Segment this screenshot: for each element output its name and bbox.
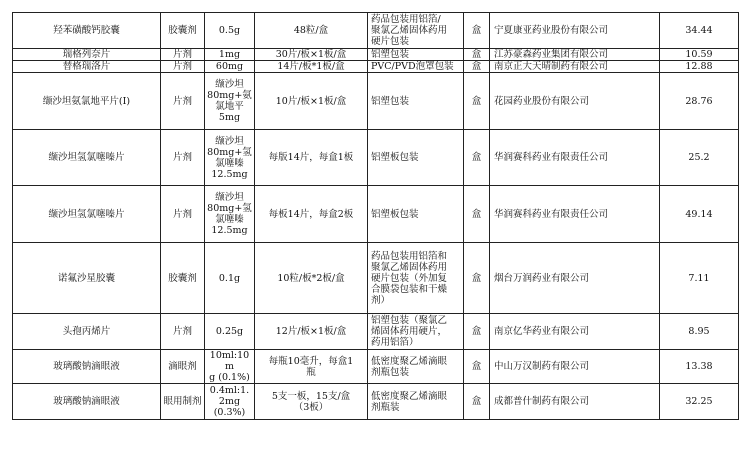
price-cell-text: 8.95 bbox=[688, 326, 710, 337]
packing-spec-cell-text: 每版14片，每盒1板 bbox=[268, 152, 354, 163]
manufacturer-cell bbox=[490, 61, 660, 73]
packing-spec-cell bbox=[255, 130, 368, 186]
packaging-material-cell-text: 低密度聚乙烯滴眼 剂瓶包装 bbox=[371, 355, 448, 378]
specification-cell bbox=[205, 350, 255, 384]
manufacturer-cell-text: 华润赛科药业有限责任公司 bbox=[494, 208, 609, 220]
table-row bbox=[13, 186, 739, 243]
specification-cell bbox=[205, 384, 255, 420]
price-cell bbox=[660, 130, 739, 186]
packing-spec-cell bbox=[255, 61, 368, 73]
manufacturer-cell bbox=[490, 243, 660, 314]
price-cell bbox=[660, 186, 739, 243]
packing-spec-cell-text: 每板14片，每盒2板 bbox=[268, 208, 354, 220]
unit-cell bbox=[464, 13, 490, 49]
drug-name-cell-text: 缬沙坦氨氯地平片(Ⅰ) bbox=[42, 95, 131, 107]
specification-cell-text: 缬沙坦 80mg+氨 氯地平 5mg bbox=[207, 79, 252, 123]
drug-name-cell-text: 玻璃酸钠滴眼液 bbox=[53, 361, 120, 372]
dosage-form-cell-text: 胶囊剂 bbox=[168, 272, 197, 284]
specification-cell-text: 0.4ml:1. 2mg (0.3%) bbox=[209, 385, 250, 418]
packaging-material-cell-text: 铝塑包装 bbox=[371, 49, 410, 60]
price-cell bbox=[660, 73, 739, 130]
packing-spec-cell bbox=[255, 186, 368, 243]
unit-cell bbox=[464, 384, 490, 420]
price-cell bbox=[660, 350, 739, 384]
drug-name-cell bbox=[13, 49, 161, 61]
unit-cell bbox=[464, 350, 490, 384]
price-cell-text: 32.25 bbox=[685, 396, 713, 407]
table-body bbox=[13, 13, 739, 420]
drug-name-cell bbox=[13, 314, 161, 350]
unit-cell-text: 盒 bbox=[471, 208, 482, 220]
dosage-form-cell-text: 片剂 bbox=[172, 326, 192, 337]
price-cell-text: 34.44 bbox=[685, 25, 713, 36]
packaging-material-cell-text: PVC/PVD泡罩包装 bbox=[371, 61, 454, 72]
price-cell-text: 7.11 bbox=[688, 272, 710, 284]
packing-spec-cell bbox=[255, 243, 368, 314]
specification-cell-text: 0.25g bbox=[215, 326, 244, 337]
specification-cell bbox=[205, 13, 255, 49]
manufacturer-cell-text: 中山万汉制药有限公司 bbox=[494, 361, 590, 372]
price-cell-text: 10.59 bbox=[685, 49, 713, 60]
table-row bbox=[13, 13, 739, 49]
drug-name-cell-text: 缬沙坦氢氯噻嗪片 bbox=[48, 208, 125, 220]
table-row bbox=[13, 73, 739, 130]
packaging-material-cell bbox=[368, 73, 464, 130]
packing-spec-cell bbox=[255, 314, 368, 350]
packaging-material-cell-text: 低密度聚乙烯滴眼 剂瓶装 bbox=[371, 390, 448, 413]
unit-cell bbox=[464, 73, 490, 130]
manufacturer-cell bbox=[490, 49, 660, 61]
packaging-material-cell bbox=[368, 49, 464, 61]
manufacturer-cell-text: 华润赛科药业有限责任公司 bbox=[494, 152, 609, 163]
unit-cell bbox=[464, 314, 490, 350]
drug-name-cell-text: 缬沙坦氢氯噻嗪片 bbox=[48, 152, 125, 163]
packaging-material-cell bbox=[368, 13, 464, 49]
packing-spec-cell-text: 每瓶10毫升，每盒1 瓶 bbox=[268, 355, 354, 378]
manufacturer-cell-text: 成都普什制药有限公司 bbox=[494, 396, 590, 407]
price-cell bbox=[660, 13, 739, 49]
drug-name-cell-text: 替格瑞洛片 bbox=[62, 61, 111, 72]
specification-cell-text: 10ml:10m g (0.1%) bbox=[209, 350, 250, 383]
packing-spec-cell bbox=[255, 350, 368, 384]
packaging-material-cell-text: 铝塑板包装 bbox=[371, 152, 419, 163]
drug-name-cell bbox=[13, 130, 161, 186]
packaging-material-cell-text: 药品包装用铝箔/ 聚氯乙烯固体药用 硬片包装 bbox=[371, 14, 448, 47]
packing-spec-cell-text: 48粒/盒 bbox=[293, 25, 329, 36]
dosage-form-cell-text: 眼用制剂 bbox=[163, 396, 202, 407]
packing-spec-cell bbox=[255, 73, 368, 130]
packing-spec-cell-text: 12片/板×1板/盒 bbox=[275, 326, 347, 337]
unit-cell bbox=[464, 243, 490, 314]
manufacturer-cell-text: 烟台万润药业有限公司 bbox=[494, 272, 590, 284]
packaging-material-cell-text: 铝塑包装 bbox=[371, 95, 410, 107]
unit-cell bbox=[464, 130, 490, 186]
specification-cell bbox=[205, 49, 255, 61]
price-cell-text: 13.38 bbox=[685, 361, 713, 372]
unit-cell-text: 盒 bbox=[471, 326, 482, 337]
packaging-material-cell bbox=[368, 314, 464, 350]
price-cell bbox=[660, 384, 739, 420]
dosage-form-cell bbox=[161, 243, 205, 314]
packing-spec-cell-text: 10片/板×1板/盒 bbox=[275, 95, 347, 107]
price-cell-text: 28.76 bbox=[685, 95, 713, 107]
specification-cell bbox=[205, 61, 255, 73]
price-cell-text: 49.14 bbox=[685, 208, 713, 220]
packaging-material-cell bbox=[368, 130, 464, 186]
dosage-form-cell bbox=[161, 61, 205, 73]
price-cell-text: 12.88 bbox=[685, 61, 713, 72]
packing-spec-cell bbox=[255, 13, 368, 49]
packaging-material-cell-text: 铝塑板包装 bbox=[371, 208, 419, 220]
price-cell bbox=[660, 243, 739, 314]
specification-cell bbox=[205, 314, 255, 350]
drug-price-table-container bbox=[12, 12, 738, 420]
specification-cell-text: 缬沙坦 80mg+氢 氯噻嗪 12.5mg bbox=[207, 192, 252, 236]
packaging-material-cell-text: 药品包装用铝箔和 聚氯乙烯固体药用 硬片包装（外加复 合膜袋包装和干燥 剂） bbox=[371, 250, 448, 306]
dosage-form-cell bbox=[161, 49, 205, 61]
dosage-form-cell bbox=[161, 350, 205, 384]
dosage-form-cell-text: 片剂 bbox=[172, 49, 192, 60]
specification-cell bbox=[205, 130, 255, 186]
unit-cell bbox=[464, 49, 490, 61]
drug-name-cell-text: 羟苯磺酸钙胶囊 bbox=[53, 25, 120, 36]
drug-name-cell-text: 瑞格列奈片 bbox=[62, 49, 111, 60]
dosage-form-cell bbox=[161, 73, 205, 130]
unit-cell-text: 盒 bbox=[471, 396, 482, 407]
drug-name-cell bbox=[13, 73, 161, 130]
packaging-material-cell bbox=[368, 186, 464, 243]
packing-spec-cell bbox=[255, 384, 368, 420]
manufacturer-cell bbox=[490, 186, 660, 243]
unit-cell-text: 盒 bbox=[471, 61, 482, 72]
dosage-form-cell-text: 胶囊剂 bbox=[168, 25, 197, 36]
table-row bbox=[13, 243, 739, 314]
packaging-material-cell bbox=[368, 384, 464, 420]
price-cell bbox=[660, 49, 739, 61]
drug-name-cell bbox=[13, 243, 161, 314]
dosage-form-cell-text: 片剂 bbox=[172, 95, 192, 107]
manufacturer-cell-text: 宁夏康亚药业股份有限公司 bbox=[494, 25, 609, 36]
manufacturer-cell bbox=[490, 130, 660, 186]
unit-cell-text: 盒 bbox=[471, 152, 482, 163]
manufacturer-cell bbox=[490, 350, 660, 384]
dosage-form-cell bbox=[161, 13, 205, 49]
table-row bbox=[13, 49, 739, 61]
table-row bbox=[13, 130, 739, 186]
drug-name-cell-text: 诺氟沙星胶囊 bbox=[57, 272, 115, 284]
table-row bbox=[13, 61, 739, 73]
packing-spec-cell-text: 5支一板，15支/盒 （3板） bbox=[271, 390, 351, 413]
unit-cell-text: 盒 bbox=[471, 95, 482, 107]
manufacturer-cell bbox=[490, 384, 660, 420]
drug-name-cell bbox=[13, 61, 161, 73]
specification-cell bbox=[205, 186, 255, 243]
dosage-form-cell-text: 片剂 bbox=[172, 61, 192, 72]
packaging-material-cell-text: 铝塑包装（聚氯乙 烯固体药用硬片， 药用铝箔） bbox=[371, 315, 448, 348]
drug-name-cell bbox=[13, 186, 161, 243]
specification-cell bbox=[205, 73, 255, 130]
price-cell-text: 25.2 bbox=[688, 152, 710, 163]
specification-cell-text: 1mg bbox=[218, 49, 241, 60]
packing-spec-cell-text: 30片/板×1板/盒 bbox=[275, 49, 347, 60]
drug-price-table bbox=[12, 12, 739, 420]
dosage-form-cell bbox=[161, 130, 205, 186]
manufacturer-cell bbox=[490, 13, 660, 49]
drug-name-cell bbox=[13, 350, 161, 384]
dosage-form-cell bbox=[161, 186, 205, 243]
price-cell bbox=[660, 314, 739, 350]
specification-cell-text: 60mg bbox=[215, 61, 244, 72]
unit-cell-text: 盒 bbox=[471, 272, 482, 284]
packing-spec-cell bbox=[255, 49, 368, 61]
packing-spec-cell-text: 14片/板*1板/盒 bbox=[277, 61, 345, 72]
dosage-form-cell-text: 滴眼剂 bbox=[168, 361, 197, 372]
packaging-material-cell bbox=[368, 61, 464, 73]
unit-cell bbox=[464, 61, 490, 73]
manufacturer-cell-text: 江苏豪森药业集团有限公司 bbox=[494, 49, 609, 60]
table-row bbox=[13, 314, 739, 350]
specification-cell bbox=[205, 243, 255, 314]
manufacturer-cell bbox=[490, 314, 660, 350]
unit-cell bbox=[464, 186, 490, 243]
table-row bbox=[13, 350, 739, 384]
packing-spec-cell-text: 10粒/板*2板/盒 bbox=[277, 272, 345, 284]
manufacturer-cell-text: 花园药业股份有限公司 bbox=[494, 95, 590, 107]
packaging-material-cell bbox=[368, 350, 464, 384]
drug-name-cell bbox=[13, 13, 161, 49]
specification-cell-text: 0.5g bbox=[218, 25, 241, 36]
unit-cell-text: 盒 bbox=[471, 49, 482, 60]
unit-cell-text: 盒 bbox=[471, 25, 482, 36]
dosage-form-cell-text: 片剂 bbox=[172, 152, 192, 163]
dosage-form-cell-text: 片剂 bbox=[172, 208, 192, 220]
dosage-form-cell bbox=[161, 384, 205, 420]
manufacturer-cell bbox=[490, 73, 660, 130]
unit-cell-text: 盒 bbox=[471, 361, 482, 372]
manufacturer-cell-text: 南京亿华药业有限公司 bbox=[494, 326, 590, 337]
drug-name-cell bbox=[13, 384, 161, 420]
specification-cell-text: 0.1g bbox=[218, 272, 241, 284]
drug-name-cell-text: 玻璃酸钠滴眼液 bbox=[53, 396, 120, 407]
specification-cell-text: 缬沙坦 80mg+氢 氯噻嗪 12.5mg bbox=[207, 135, 252, 180]
packaging-material-cell bbox=[368, 243, 464, 314]
table-row bbox=[13, 384, 739, 420]
price-cell bbox=[660, 61, 739, 73]
manufacturer-cell-text: 南京正大天晴制药有限公司 bbox=[494, 61, 609, 72]
drug-name-cell-text: 头孢丙烯片 bbox=[62, 326, 111, 337]
dosage-form-cell bbox=[161, 314, 205, 350]
